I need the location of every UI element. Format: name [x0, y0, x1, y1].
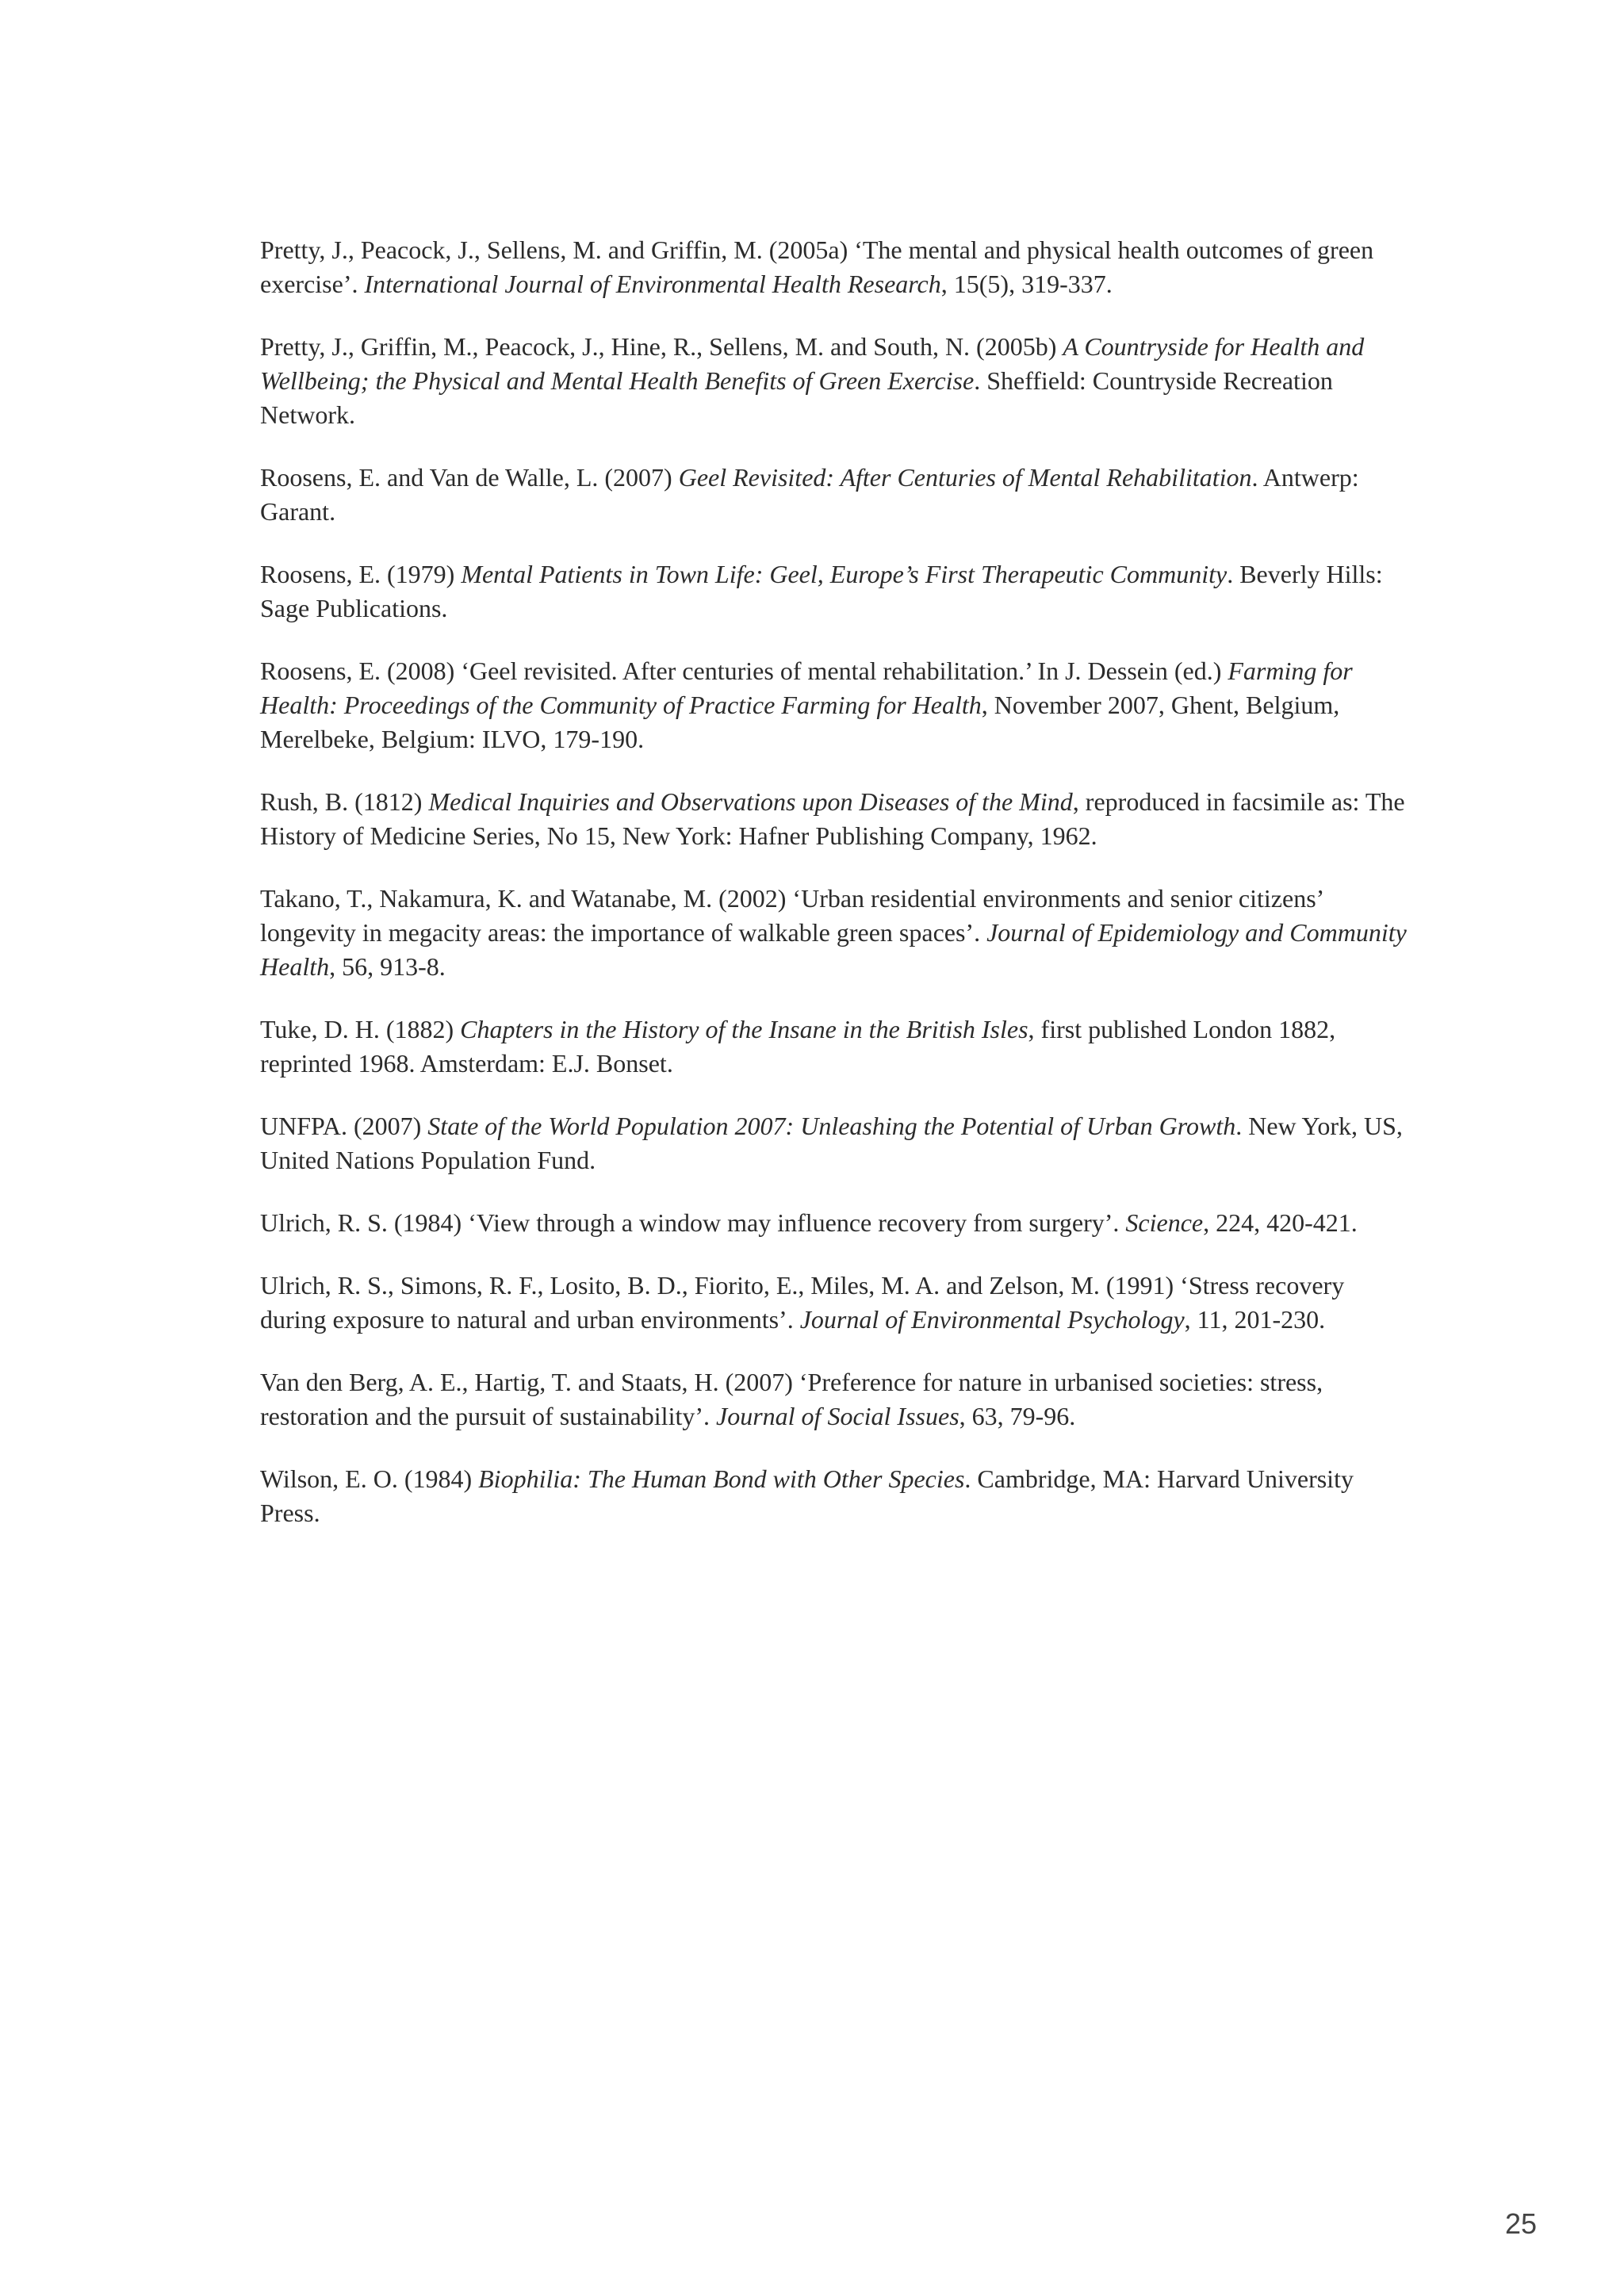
- reference-entry: Rush, B. (1812) Medical Inquiries and Observations upon Diseases of the Mind, reproduced in facsimile as: The History of Medicine Series, No 15, New York: Hafner Publishing Company, 1962.: [260, 787, 1405, 850]
- page-number: 25: [1504, 2207, 1537, 2240]
- reference-entry: Ulrich, R. S. (1984) ‘View through a window may influence recovery from surgery’. Science, 224, 420-421.: [260, 1208, 1358, 1237]
- reference-entry: Roosens, E. (1979) Mental Patients in Town Life: Geel, Europe’s First Therapeutic Community. Beverly Hills: Sage Publications.: [260, 560, 1383, 622]
- reference-entry: Van den Berg, A. E., Hartig, T. and Staats, H. (2007) ‘Preference for nature in urbanised societies: stress, restoration and the pursuit of sustainability’. Journal of Social Issues, 63, 79-96.: [260, 1368, 1323, 1430]
- reference-entry: UNFPA. (2007) State of the World Population 2007: Unleashing the Potential of Urban Growth. New York, US, United Nations Population Fund.: [260, 1112, 1403, 1174]
- reference-entry: Roosens, E. (2008) ‘Geel revisited. After centuries of mental rehabilitation.’ In J. Dessein (ed.) Farming for Health: Proceedings of the Community of Practice Farming for Health, November 2007, Ghent, Belgium, Merelbeke, Belgium: ILVO, 179-190.: [260, 657, 1353, 753]
- reference-entry: Takano, T., Nakamura, K. and Watanabe, M. (2002) ‘Urban residential environments and senior citizens’ longevity in megacity areas: the importance of walkable green spaces’. Journal of Epidemiology and Community Health, 56, 913-8.: [260, 884, 1407, 981]
- reference-entry: Roosens, E. and Van de Walle, L. (2007) Geel Revisited: After Centuries of Mental Rehabilitation. Antwerp: Garant.: [260, 463, 1359, 526]
- reference-entry: Pretty, J., Peacock, J., Sellens, M. and Griffin, M. (2005a) ‘The mental and physical health outcomes of green exercise’. International Journal of Environmental Health Research, 15(5), 319-337.: [260, 235, 1374, 298]
- reference-entry: Ulrich, R. S., Simons, R. F., Losito, B. D., Fiorito, E., Miles, M. A. and Zelson, M. (1991) ‘Stress recovery during exposure to natural and urban environments’. Journal of Environmental Psychology, 11, 201-230.: [260, 1271, 1345, 1334]
- reference-entry: Tuke, D. H. (1882) Chapters in the History of the Insane in the British Isles, first published London 1882, reprinted 1968. Amsterdam: E.J. Bonset.: [260, 1015, 1336, 1078]
- reference-entry: Pretty, J., Griffin, M., Peacock, J., Hine, R., Sellens, M. and South, N. (2005b) A Countryside for Health and Wellbeing; the Physical and Mental Health Benefits of Green Exercise. Sheffield: Countryside Recreation Network.: [260, 332, 1365, 429]
- reference-entry: Wilson, E. O. (1984) Biophilia: The Human Bond with Other Species. Cambridge, MA: Harvard University Press.: [260, 1464, 1354, 1527]
- reference-list: [260, 233, 1411, 1559]
